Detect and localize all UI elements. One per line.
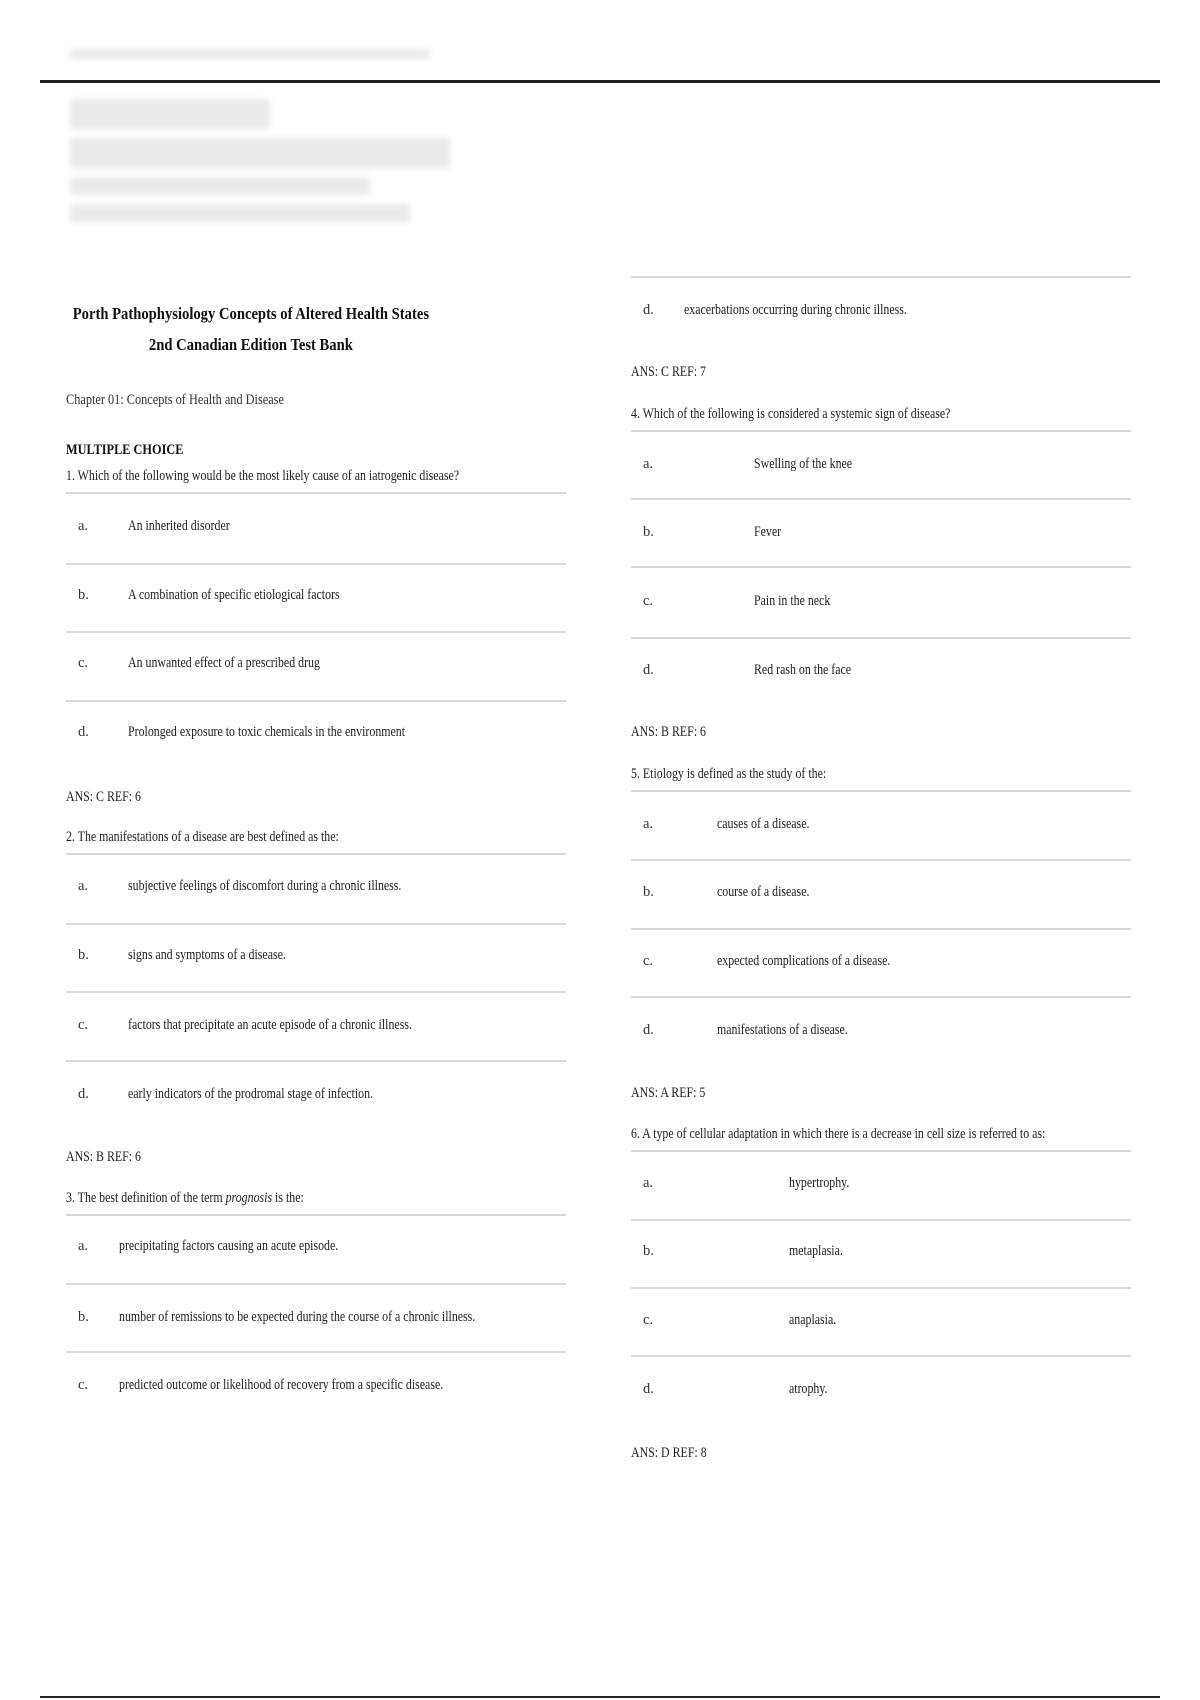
divider [66, 563, 566, 565]
option-letter: a. [78, 518, 89, 534]
option-text: precipitating factors causing an acute episode. [119, 1238, 339, 1254]
option-letter: d. [643, 1022, 654, 1038]
option-text: anaplasia. [789, 1312, 837, 1328]
option-text: Swelling of the knee [754, 456, 853, 472]
divider [66, 991, 566, 993]
option-text: An unwanted effect of a prescribed drug [128, 655, 320, 671]
divider [631, 1287, 1131, 1289]
option-text: number of remissions to be expected during the course of a chronic illness. [119, 1309, 476, 1325]
divider [631, 637, 1131, 639]
option-text: Red rash on the face [754, 662, 852, 678]
section-heading: MULTIPLE CHOICE [66, 442, 184, 458]
divider [66, 1060, 566, 1062]
option-letter: c. [78, 1377, 89, 1393]
option-text: manifestations of a disease. [717, 1022, 848, 1038]
divider [66, 631, 566, 633]
question-stem: 4. Which of the following is considered a systemic sign of disease? [631, 406, 951, 422]
option-text: signs and symptoms of a disease. [128, 947, 286, 963]
answer-line: ANS: B REF: 6 [66, 1149, 142, 1165]
option-letter: b. [78, 587, 89, 603]
divider [66, 1283, 566, 1285]
option-letter: a. [78, 878, 89, 894]
option-letter: b. [643, 1243, 654, 1259]
option-letter: d. [78, 1086, 89, 1102]
page-bottom-rule [40, 1696, 1160, 1698]
answer-line: ANS: C REF: 7 [631, 364, 707, 380]
divider [66, 1351, 566, 1353]
divider [631, 276, 1131, 278]
blurred-watermark [70, 40, 490, 231]
divider [66, 923, 566, 925]
question-stem: 2. The manifestations of a disease are best defined as the: [66, 829, 339, 845]
option-text: atrophy. [789, 1381, 828, 1397]
option-letter: d. [643, 1381, 654, 1397]
option-text: expected complications of a disease. [717, 953, 891, 969]
divider [66, 853, 566, 855]
option-text: factors that precipitate an acute episode of a chronic illness. [128, 1017, 412, 1033]
answer-line: ANS: D REF: 8 [631, 1445, 707, 1461]
divider [66, 492, 566, 494]
divider [66, 700, 566, 702]
option-letter: b. [643, 884, 654, 900]
option-letter: d. [643, 302, 654, 318]
option-letter: a. [643, 816, 654, 832]
option-letter: b. [78, 947, 89, 963]
divider [631, 859, 1131, 861]
option-letter: c. [643, 1312, 654, 1328]
option-letter: c. [78, 655, 89, 671]
question-stem: 1. Which of the following would be the most likely cause of an iatrogenic disease? [66, 468, 460, 484]
divider [631, 790, 1131, 792]
option-text: A combination of specific etiological factors [128, 587, 340, 603]
divider [631, 1219, 1131, 1221]
option-text: predicted outcome or likelihood of recovery from a specific disease. [119, 1377, 444, 1393]
option-text: early indicators of the prodromal stage of infection. [128, 1086, 373, 1102]
option-text: course of a disease. [717, 884, 810, 900]
question-stem: 6. A type of cellular adaptation in which there is a decrease in cell size is referred to as: [631, 1126, 1046, 1142]
option-letter: b. [78, 1309, 89, 1325]
chapter-heading: Chapter 01: Concepts of Health and Disease [66, 392, 284, 408]
divider [631, 1355, 1131, 1357]
divider [631, 996, 1131, 998]
divider [631, 928, 1131, 930]
answer-line: ANS: A REF: 5 [631, 1085, 706, 1101]
option-letter: c. [643, 953, 654, 969]
option-text: Prolonged exposure to toxic chemicals in the environment [128, 724, 406, 740]
divider [631, 566, 1131, 568]
divider [631, 1150, 1131, 1152]
question-stem: 3. The best definition of the term prognosis is the: [66, 1190, 304, 1206]
option-letter: c. [643, 593, 654, 609]
option-letter: a. [643, 1175, 654, 1191]
option-text: Pain in the neck [754, 593, 831, 609]
document-title: Porth Pathophysiology Concepts of Altered Health States 2nd Canadian Edition Test Bank [72, 304, 430, 354]
option-letter: d. [643, 662, 654, 678]
option-text: Fever [754, 524, 782, 540]
option-text: An inherited disorder [128, 518, 230, 534]
option-text: metaplasia. [789, 1243, 843, 1259]
divider [66, 1214, 566, 1216]
divider [631, 498, 1131, 500]
option-text: subjective feelings of discomfort during a chronic illness. [128, 878, 402, 894]
answer-line: ANS: B REF: 6 [631, 724, 707, 740]
option-letter: a. [78, 1238, 89, 1254]
option-letter: d. [78, 724, 89, 740]
option-text: hypertrophy. [789, 1175, 850, 1191]
answer-line: ANS: C REF: 6 [66, 789, 142, 805]
option-letter: c. [78, 1017, 89, 1033]
option-text: exacerbations occurring during chronic illness. [684, 302, 907, 318]
question-stem: 5. Etiology is defined as the study of the: [631, 766, 827, 782]
divider [631, 430, 1131, 432]
option-text: causes of a disease. [717, 816, 810, 832]
option-letter: b. [643, 524, 654, 540]
option-letter: a. [643, 456, 654, 472]
